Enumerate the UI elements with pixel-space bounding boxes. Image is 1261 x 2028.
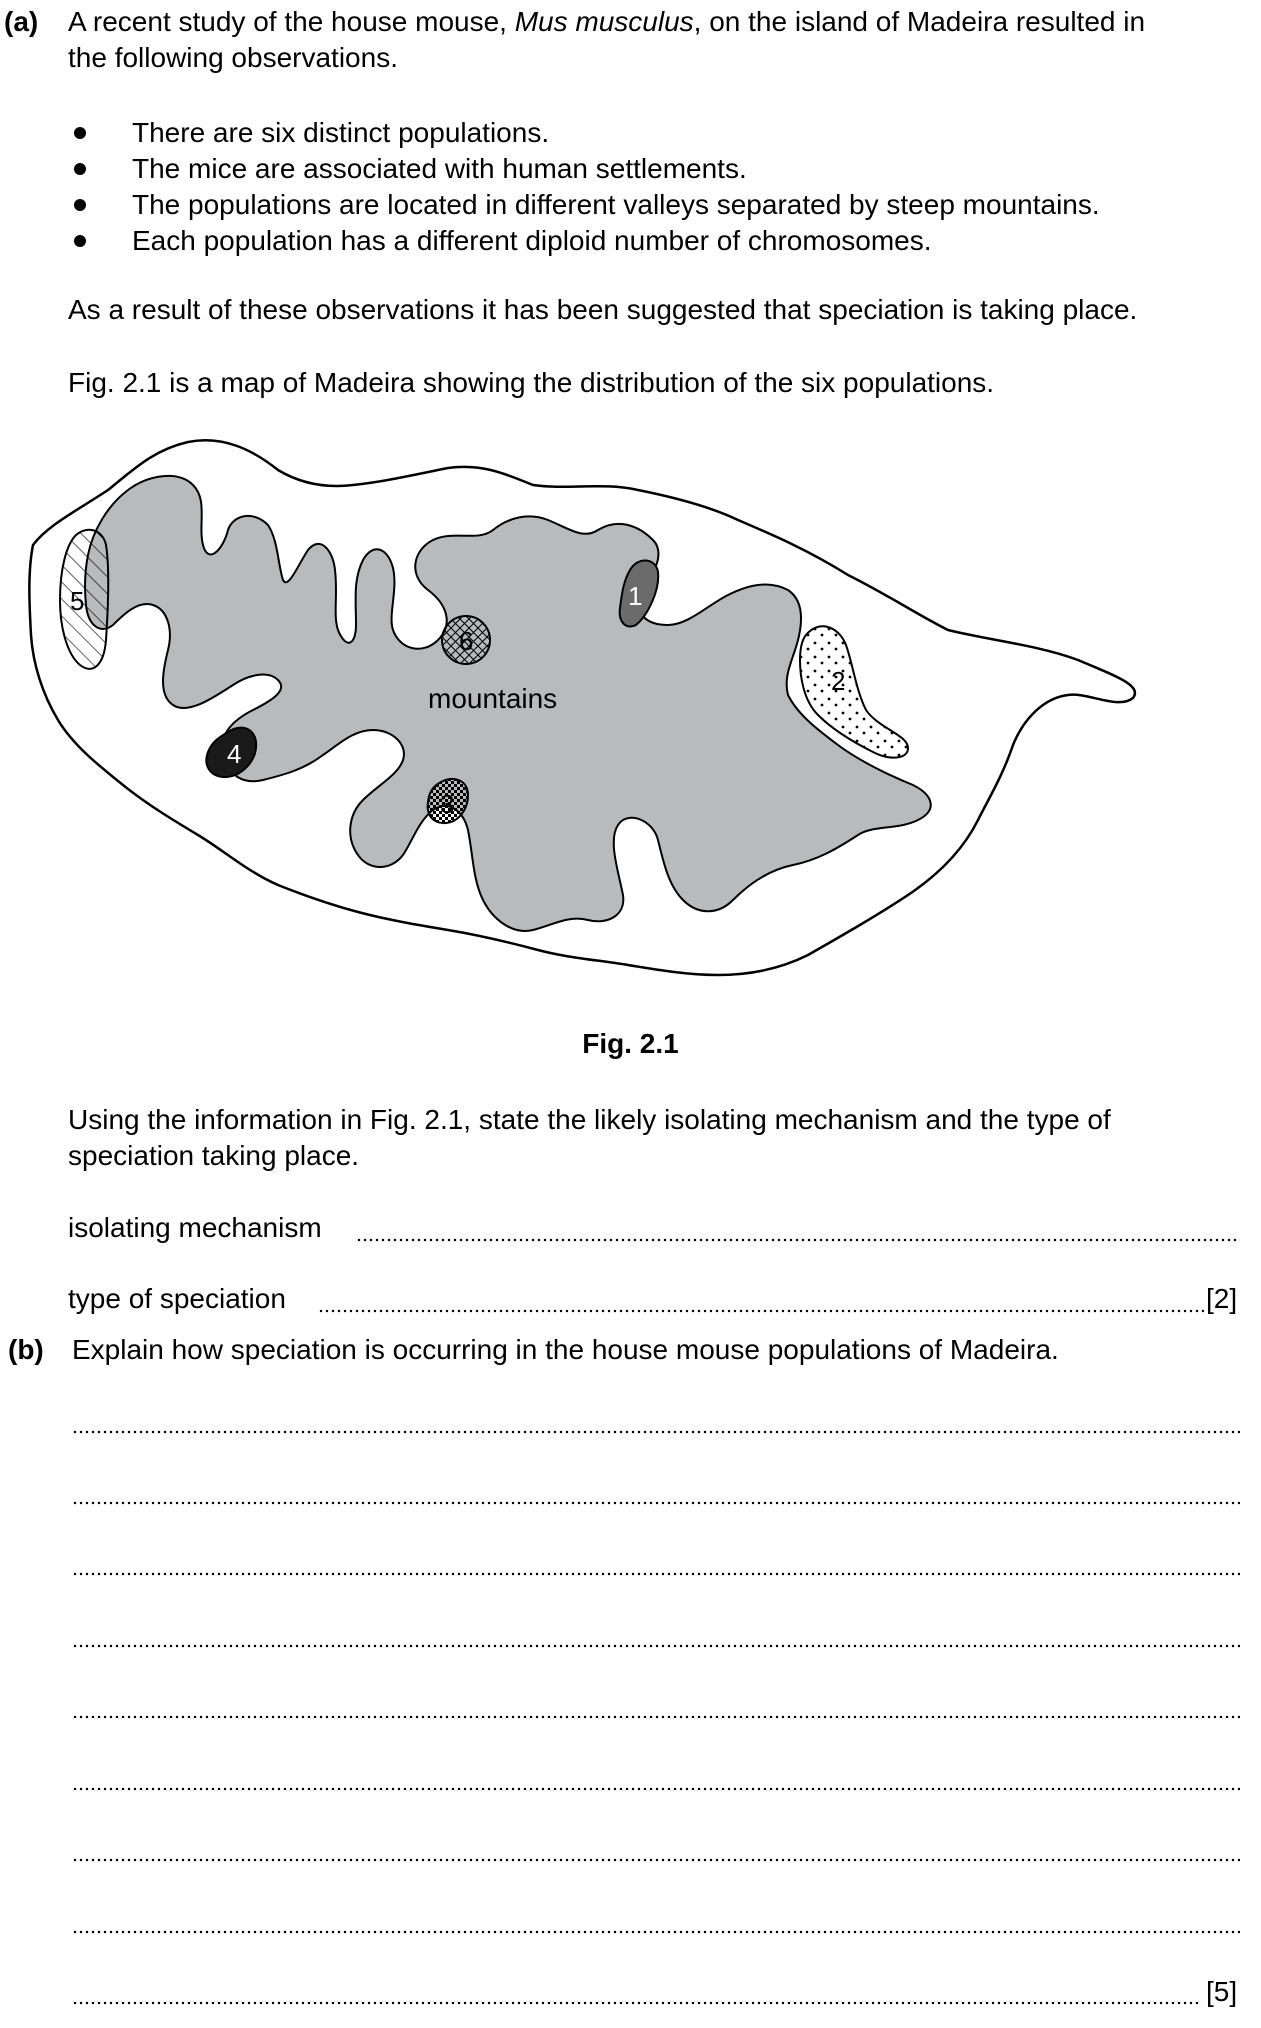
question-text-line2: speciation taking place. (68, 1140, 360, 1171)
conclusion-text: As a result of these observations it has been suggested that speciation is taking place. (68, 294, 1138, 325)
madeira-map (28, 430, 1158, 990)
figure-intro-text: Fig. 2.1 is a map of Madeira showing the distribution of the six populations. (68, 367, 995, 398)
bullet-text: The mice are associated with human settlements. (132, 153, 747, 184)
part-a-label: (a) (4, 6, 39, 37)
answer-line[interactable] (72, 1501, 1240, 1505)
part-a-intro-line2: the following observations. (68, 42, 398, 73)
answer-line[interactable] (72, 2001, 1202, 2005)
answer-line[interactable] (72, 1430, 1240, 1434)
mountains-label: mountains (428, 683, 558, 714)
answer-line[interactable] (72, 1644, 1240, 1648)
population-2-label: 2 (831, 666, 846, 696)
population-1-label: 1 (628, 581, 643, 611)
answer-line[interactable] (72, 1715, 1240, 1719)
type-of-speciation-answer-line[interactable] (318, 1309, 1204, 1313)
question-text-line1: Using the information in Fig. 2.1, state the likely isolating mechanism and the type of (68, 1104, 1111, 1135)
bullet-icon (74, 127, 86, 139)
figure-caption: Fig. 2.1 (582, 1028, 679, 1059)
bullet-icon (74, 235, 86, 247)
isolating-mechanism-answer-line[interactable] (356, 1238, 1240, 1242)
bullet-text: Each population has a different diploid number of chromosomes. (132, 225, 932, 256)
answer-line[interactable] (72, 1572, 1240, 1576)
intro-suffix: , on the island of Madeira resulted in (693, 6, 1146, 37)
part-b-marks: [5] (1206, 1976, 1238, 2007)
bullet-text: The populations are located in different valleys separated by steep mountains. (132, 189, 1100, 220)
bullet-icon (74, 163, 86, 175)
part-a-intro-line1 (68, 6, 1145, 38)
population-6-label: 6 (459, 626, 474, 656)
part-a-marks: [2] (1206, 1283, 1238, 1314)
part-b-label: (b) (8, 1334, 44, 1365)
bullet-icon (74, 199, 86, 211)
population-4-label: 4 (227, 739, 242, 769)
part-b-question: Explain how speciation is occurring in the house mouse populations of Madeira. (72, 1334, 1059, 1365)
type-of-speciation-label: type of speciation (68, 1283, 286, 1314)
bullet-text: There are six distinct populations. (132, 117, 550, 148)
population-3-label: 3 (440, 789, 455, 819)
population-5-label: 5 (70, 586, 85, 616)
isolating-mechanism-label: isolating mechanism (68, 1212, 322, 1243)
answer-line[interactable] (72, 1858, 1240, 1862)
species-name: Mus musculus (514, 6, 694, 37)
answer-line[interactable] (72, 1787, 1240, 1791)
intro-prefix: A recent study of the house mouse, (68, 6, 515, 37)
answer-line[interactable] (72, 1930, 1240, 1934)
